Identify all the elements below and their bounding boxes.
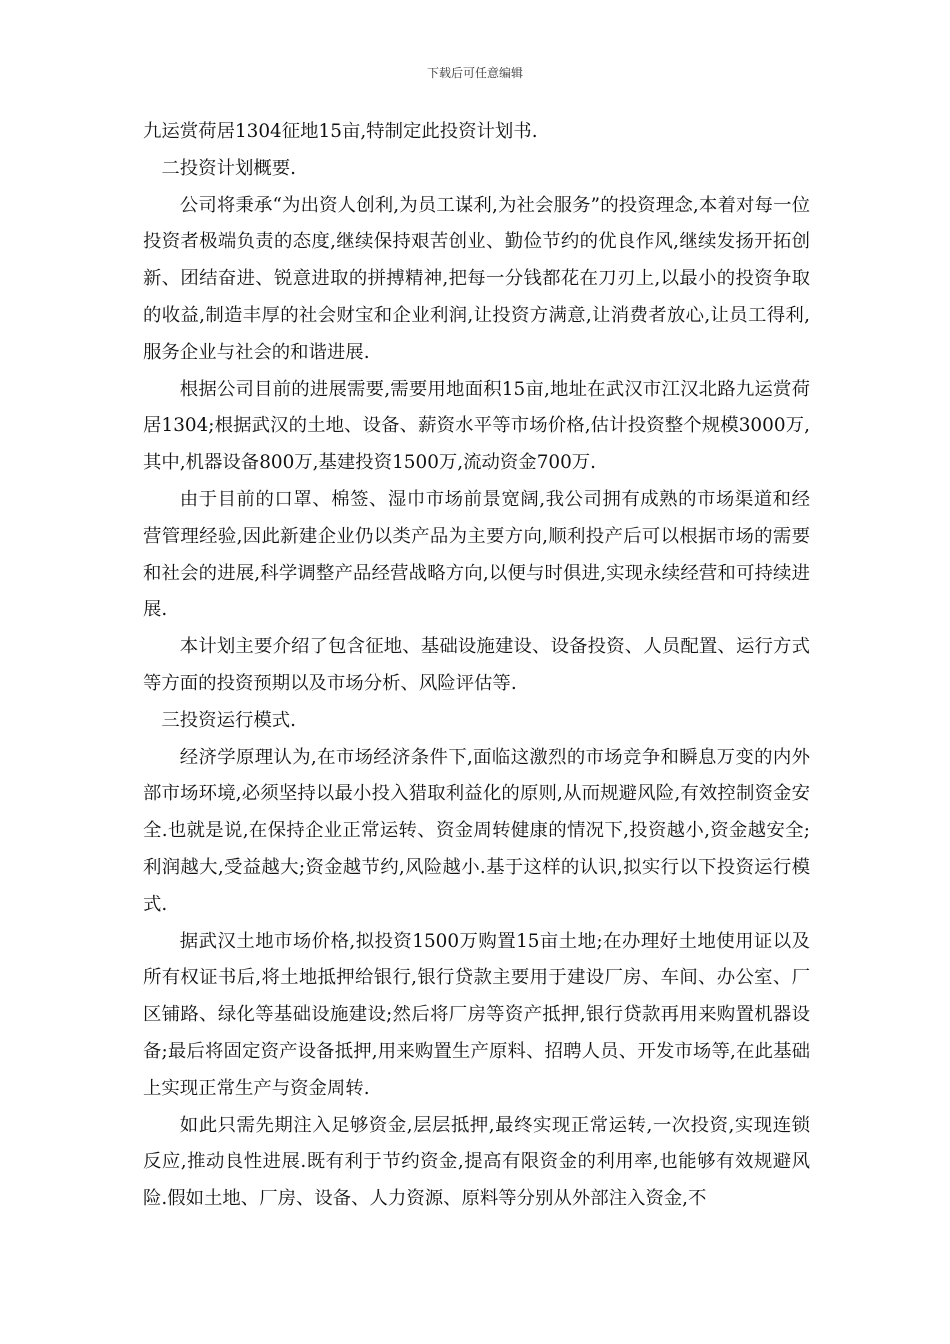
paragraph: 根据公司目前的进展需要,需要用地面积15亩,地址在武汉市江汉北路九运赏荷居1304;根据武汉的土地、设备、薪资水平等市场价格,估计投资整个规模3000万,其中,机器设备800万,基建投资1500万,流动资金700万. — [143, 378, 810, 474]
page-header: 下载后可任意编辑 — [426, 66, 523, 80]
paragraph: 据武汉土地市场价格,拟投资1500万购置15亩土地;在办理好土地使用证以及所有权证书后,将土地抵押给银行,银行贷款主要用于建设厂房、车间、办公室、厂区铺路、绿化等基础设施建设;然后将厂房等资产抵押,银行贷款再用来购置机器设备;最后将固定资产设备抵押,用来购置生产原料、招聘人员、开发市场等,在此基础上实现正常生产与资金周转. — [143, 930, 810, 1099]
paragraph: 公司将秉承“为出资人创利,为员工谋利,为社会服务”的投资理念,本着对每一位投资者极端负责的态度,继续保持艰苦创业、勤俭节约的优良作风,继续发扬开拓创新、团结奋进、锐意进取的拼搏精神,把每一分钱都花在刀刃上,以最小的投资争取的收益,制造丰厚的社会财宝和企业利润,让投资方满意,让消费者放心,让员工得利,服务企业与社会的和谐进展. — [143, 194, 810, 363]
paragraph: 经济学原理认为,在市场经济条件下,面临这激烈的市场竞争和瞬息万变的内外部市场环境,必须坚持以最小投入猎取利益化的原则,从而规避风险,有效控制资金安全.也就是说,在保持企业正常运转、资金周转健康的情况下,投资越小,资金越安全;利润越大,受益越大;资金越节约,风险越小.基于这样的认识,拟实行以下投资运行模式. — [143, 746, 810, 915]
paragraph: 本计划主要介绍了包含征地、基础设施建设、设备投资、人员配置、运行方式等方面的投资预期以及市场分析、风险评估等. — [143, 636, 810, 694]
section-heading: 二投资计划概要. — [161, 157, 296, 179]
paragraph: 如此只需先期注入足够资金,层层抵押,最终实现正常运转,一次投资,实现连锁反应,推动良性进展.既有利于节约资金,提高有限资金的利用率,也能够有效规避风险.假如土地、厂房、设备、人力资源、原料等分别从外部注入资金,不 — [143, 1114, 810, 1210]
document-body — [143, 114, 810, 1218]
paragraph: 九运赏荷居1304征地15亩,特制定此投资计划书. — [143, 121, 538, 142]
section-heading: 三投资运行模式. — [161, 709, 296, 731]
paragraph: 由于目前的口罩、棉签、湿巾市场前景宽阔,我公司拥有成熟的市场渠道和经营管理经验,因此新建企业仍以类产品为主要方向,顺利投产后可以根据市场的需要和社会的进展,科学调整产品经营战略方向,以便与时俱进,实现永续经营和可持续进展. — [143, 488, 810, 621]
